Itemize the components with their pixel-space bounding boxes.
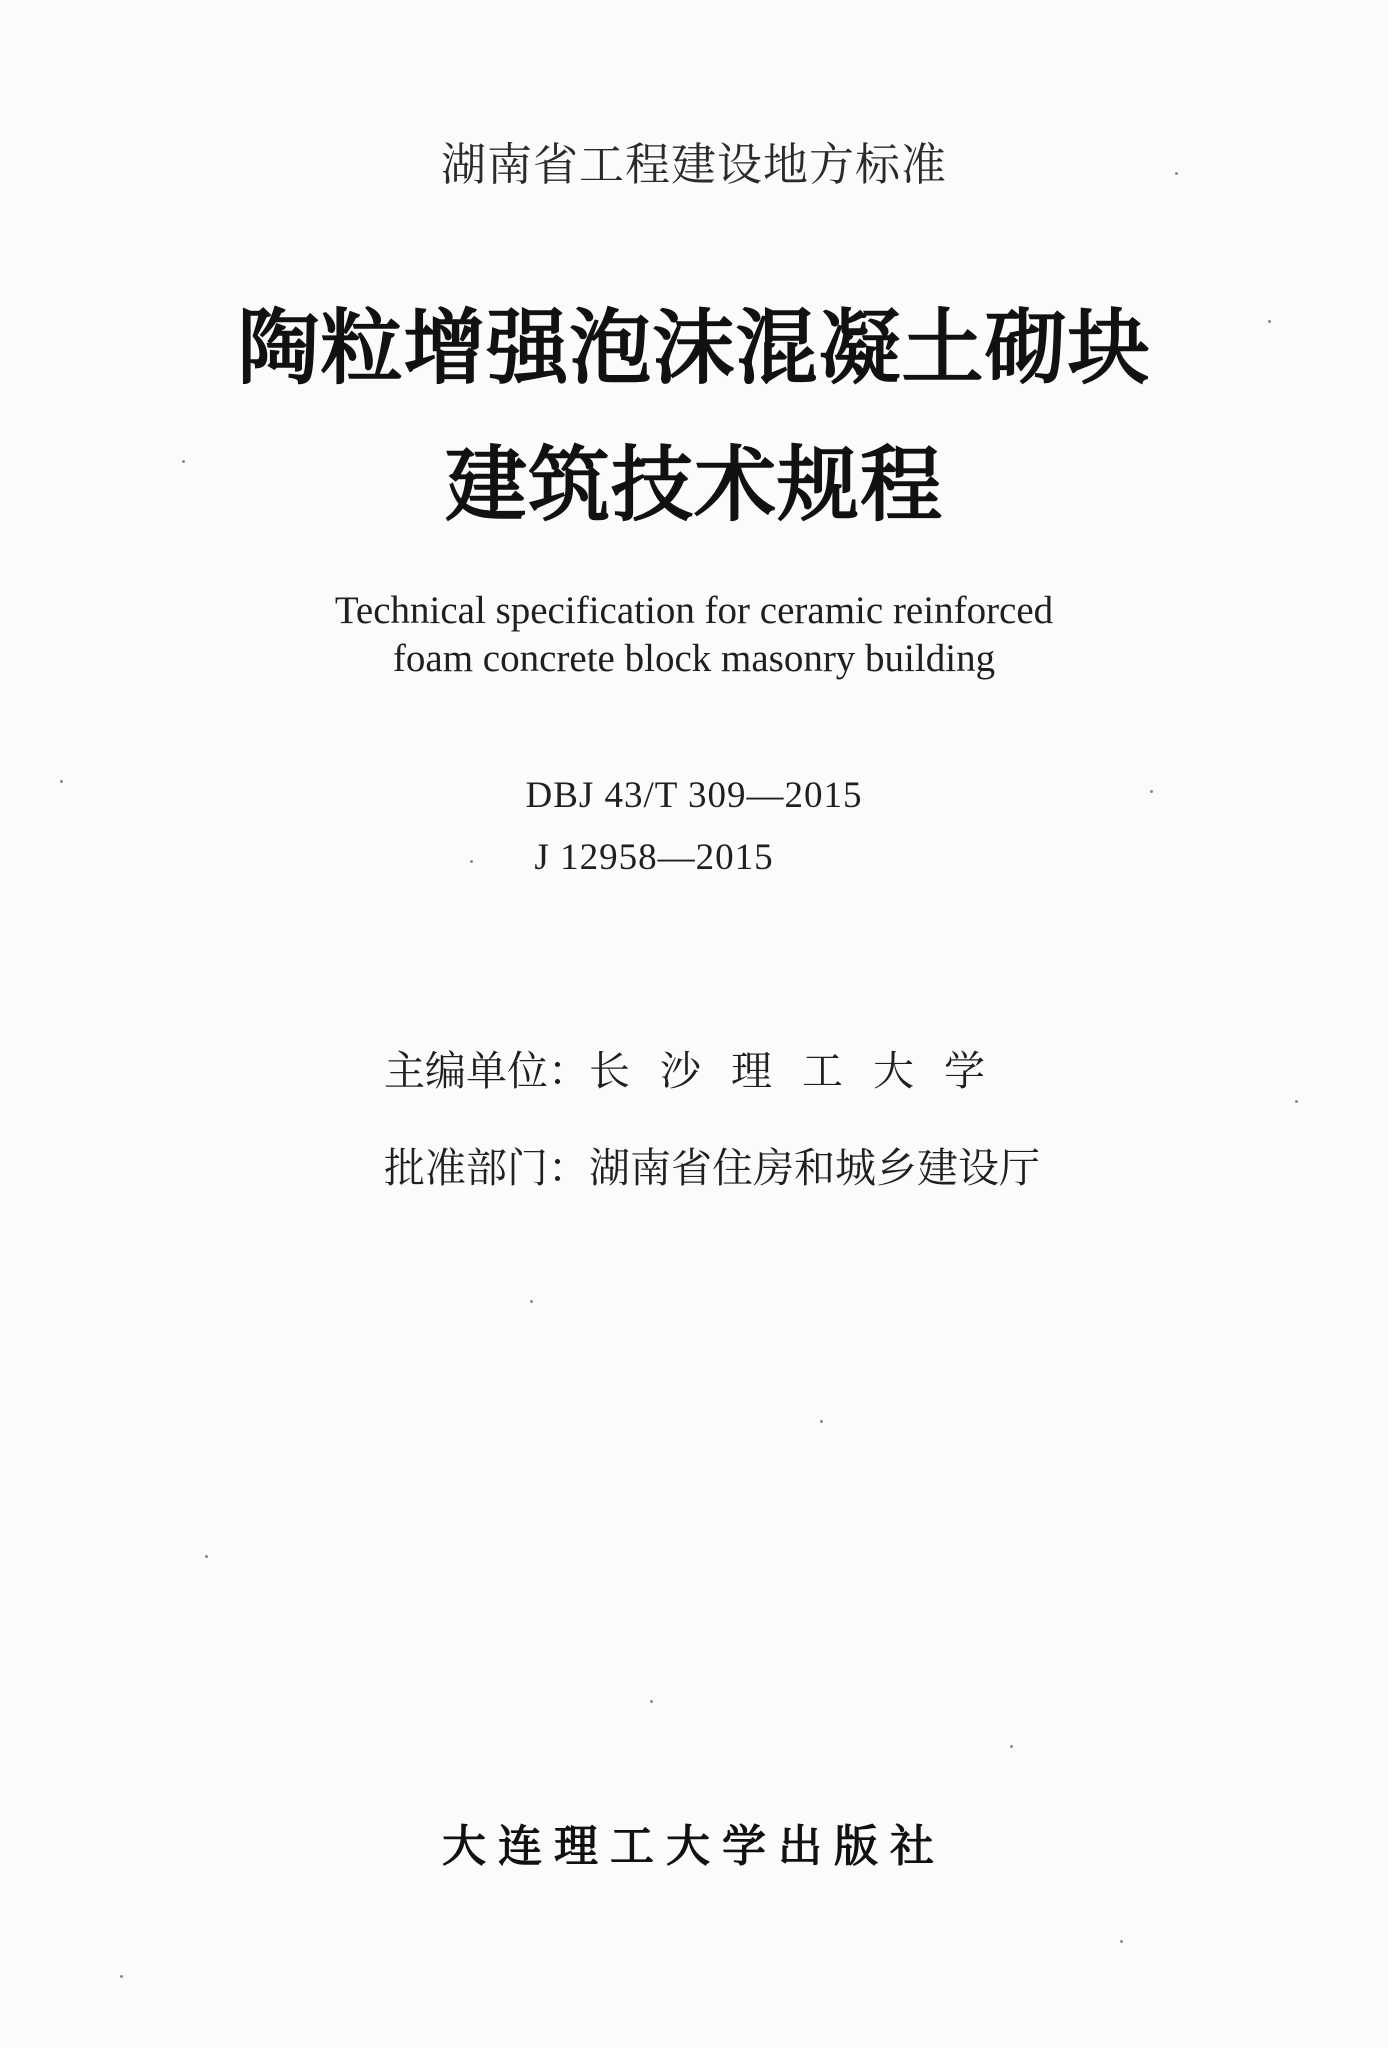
standard-code-j: J 12958—2015 [534, 837, 774, 878]
scan-speck [120, 1975, 123, 1978]
scan-speck [1175, 172, 1178, 175]
scan-speck [1150, 790, 1153, 793]
chief-editor-label: 主编单位： [384, 1047, 589, 1095]
chief-editor-row [384, 1038, 1015, 1097]
standard-code-dbj: DBJ 43/T 309—2015 [525, 775, 863, 816]
document-title-en-line-2: foam concrete block masonry building [392, 637, 996, 680]
scan-speck [820, 1420, 823, 1423]
chief-editor-value: 长沙理工大学 [589, 1047, 1015, 1095]
document-title-zh-line-1: 陶粒增强泡沫混凝土砌块 [237, 300, 1151, 396]
scan-speck [205, 1555, 208, 1558]
scan-speck [182, 460, 185, 463]
scan-speck [1295, 1100, 1298, 1103]
scan-speck [1120, 1940, 1123, 1943]
scan-speck [60, 780, 63, 783]
document-title-zh-line-2: 建筑技术规程 [444, 437, 943, 533]
approval-department-value: 湖南省住房和城乡建设厅 [589, 1144, 1040, 1192]
standard-series-label: 湖南省工程建设地方标准 [440, 138, 947, 191]
approval-department-label: 批准部门： [384, 1144, 589, 1192]
scan-speck [1010, 1745, 1013, 1748]
document-title-en-line-1: Technical specification for ceramic reinforced [334, 589, 1054, 632]
scan-speck [650, 1700, 653, 1703]
scan-speck [530, 1300, 533, 1303]
scan-speck [470, 860, 473, 863]
scan-speck [1268, 320, 1271, 323]
publisher-name: 大连理工大学出版社 [442, 1821, 946, 1872]
approval-department-row [384, 1135, 1040, 1194]
